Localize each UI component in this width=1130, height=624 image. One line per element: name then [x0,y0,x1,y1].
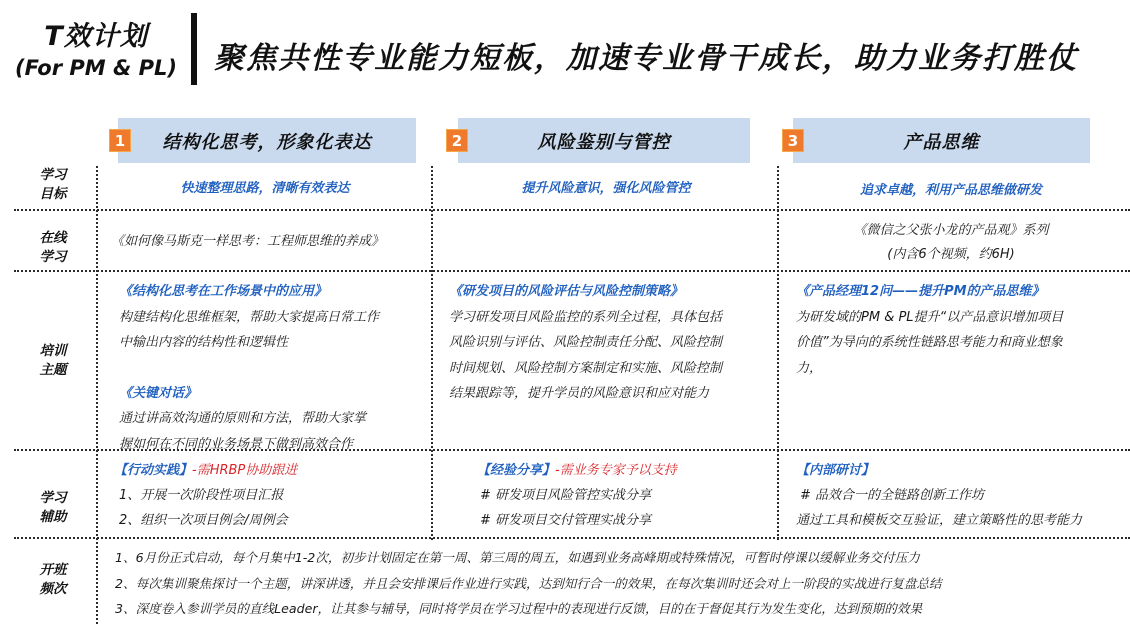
row-label-line: 学习 [39,249,67,265]
row-label-line: 开班 [39,562,67,578]
row-label-line: 目标 [39,186,67,202]
column-header-1 [118,118,416,163]
support-cell-2 [477,458,677,533]
online-course-title: 《微信之父张小龙的产品观》系列 [853,223,1049,238]
grid-vline-1 [96,166,98,624]
row-label-goal [18,166,88,204]
course-desc: 价值”为导向的系统性链路思考能力和商业想象 [796,335,1063,350]
column-title: 风险鉴别与管控 [537,131,671,153]
course-desc: 为研发域的PM & PL提升“以产品意识增加项目 [796,309,1064,325]
course-desc: 结果跟踪等，提升学员的风险意识和应对能力 [449,386,710,401]
training-cell-3 [796,279,1063,381]
training-cell-1 [119,279,379,457]
schedule-item: 1、6月份正式启动，每个月集中1-2次，初步计划固定在第一周、第三周的周五，如遇到业务高峰期或特殊情况，可暂时停课以缓解业务交付压力 [115,550,920,565]
row-label-schedule [18,561,88,599]
column-title: 产品思维 [903,131,980,153]
training-cell-2 [449,279,722,407]
support-cell-1 [114,458,297,533]
row-label-training [18,342,88,380]
support-tag: 【内部研讨】 [796,463,875,478]
course-desc: 中输出内容的结构性和逻辑性 [119,335,289,350]
row-label-line: 在线 [39,230,67,246]
row-label-line: 辅助 [39,509,67,525]
support-item: 2、组织一次项目例会/周例会 [119,513,288,528]
column-title: 结构化思考，形象化表达 [162,131,372,153]
row-label-line: 频次 [39,581,67,597]
course-desc: 握如何在不同的业务场景下做到高效合作 [119,436,354,452]
number-badge-3: 3 [782,129,804,152]
support-tag: 【行动实践】 [114,463,193,478]
row-label-line: 主题 [39,362,67,378]
schedule-item: 2、每次集训聚焦探讨一个主题，讲深讲透，并且会安排课后作业进行实践，达到知行合一的效果，在每次集训时还会对上一阶段的实战进行复盘总结 [115,575,942,591]
schedule-item: 3、深度卷入参训学员的直线Leader，让其参与辅导，同时将学员在学习过程中的表现进行反馈，目的在于督促其行为发生变化，达到预期的效果 [115,601,923,616]
goal-cell-1: 快速整理思路，清晰有效表达 [180,181,350,196]
row-label-support [18,489,88,527]
course-desc: 构建结构化思维框架，帮助大家提高日常工作 [119,309,380,325]
support-cell-3 [796,458,1082,533]
support-item: # 品效合一的全链路创新工作坊 [800,488,985,503]
grid-hline-1 [14,209,1130,211]
course-title: 《研发项目的风险评估与风险控制策略》 [449,284,684,299]
row-label-line: 学习 [39,490,67,506]
goal-cell-2: 提升风险意识，强化风险管控 [521,181,691,196]
page-headline: 聚焦共性专业能力短板，加速专业骨干成长，助力业务打胜仗 [214,41,1078,76]
online-course-3 [781,219,1121,267]
number-badge-1: 1 [109,129,131,152]
row-label-online [18,229,88,267]
column-header-3 [793,118,1090,163]
support-note: -需HRBP协助跟进 [192,463,298,478]
support-tag: 【经验分享】 [477,463,556,478]
course-desc: 学习研发项目风险监控的系列全过程，具体包括 [449,309,723,325]
column-header-2 [458,118,750,163]
online-course-detail: (内含6个视频，约6H) [887,247,1015,262]
title-divider [191,13,197,85]
grid-hline-4 [14,537,1130,539]
online-course-1: 《如何像马斯克一样思考：工程师思维的养成》 [111,234,385,249]
course-desc: 时间规划、风险控制方案制定和实施、风险控制 [449,360,723,376]
support-note: -需业务专家予以支持 [555,463,677,478]
grid-vline-2 [431,166,433,540]
support-item: 1、开展一次阶段性项目汇报 [119,488,284,503]
brand-title: T效计划 [44,21,148,52]
course-desc: 通过讲高效沟通的原则和方法，帮助大家掌 [119,411,367,426]
course-desc: 力， [796,360,823,376]
grid-vline-3 [777,166,779,540]
support-item: 通过工具和模板交互验证，建立策略性的思考能力 [796,513,1083,528]
number-badge-2: 2 [446,129,468,152]
goal-cell-3: 追求卓越，利用产品思维做研发 [859,183,1042,198]
course-desc: 风险识别与评估、风险控制责任分配、风险控制 [449,335,723,350]
support-item: # 研发项目风险管控实战分享 [480,488,652,503]
row-label-line: 学习 [39,167,67,183]
row-label-line: 培训 [39,343,67,359]
brand-subtitle: (For PM & PL) [14,56,177,80]
support-item: # 研发项目交付管理实战分享 [480,513,652,528]
course-title: 《关键对话》 [119,385,198,401]
grid-hline-2 [14,270,1130,272]
course-title: 《产品经理12问——提升PM的产品思维》 [796,284,1045,299]
course-title: 《结构化思考在工作场景中的应用》 [119,284,328,299]
schedule-cell [115,545,942,622]
